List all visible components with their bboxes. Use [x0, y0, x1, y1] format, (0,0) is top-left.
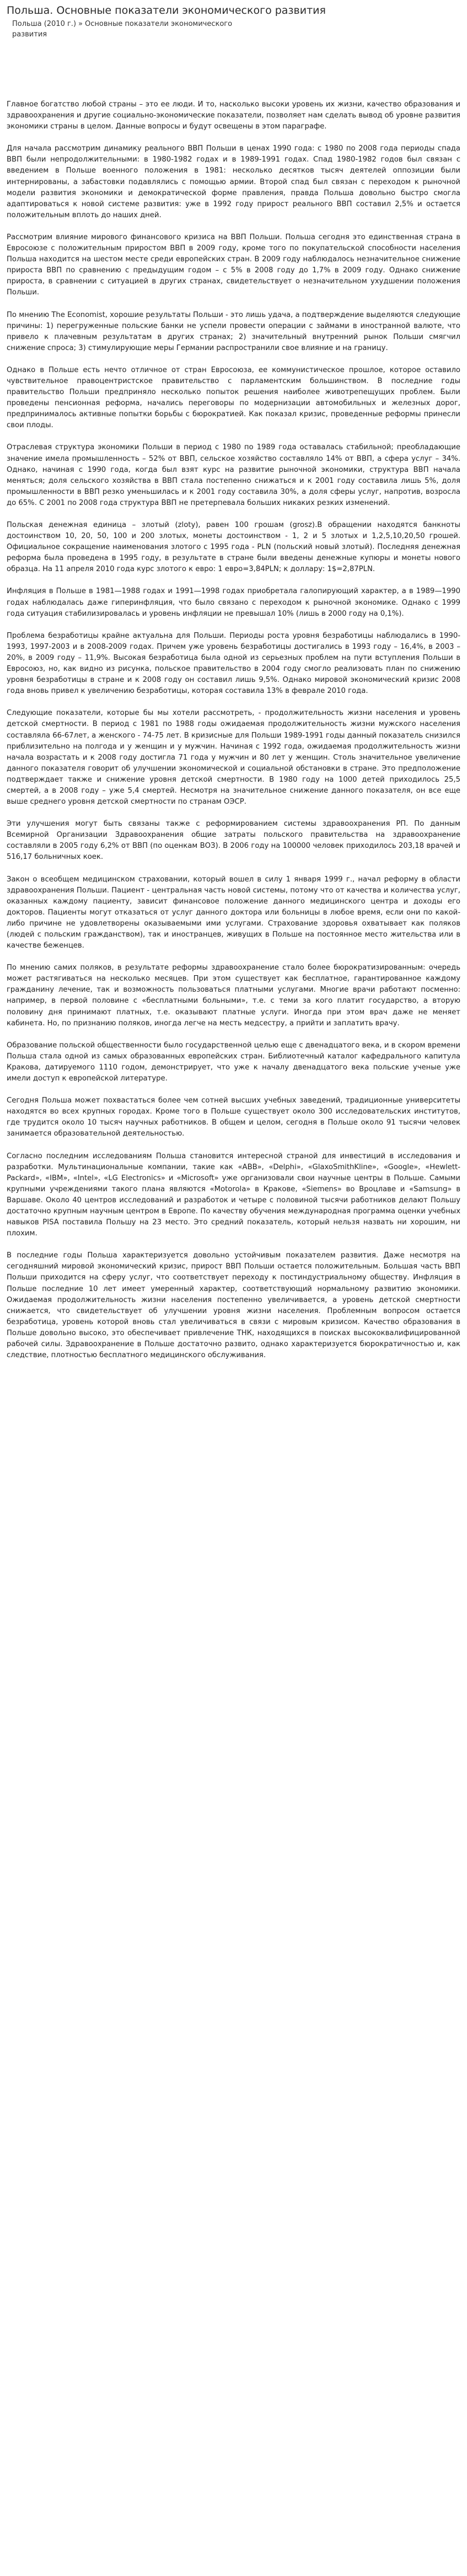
paragraph: Закон о всеобщем медицинском страховании, который вошел в силу 1 января 1999 г., начал реформу в области здравоохранения Польши. Пациент - центральная часть новой системы, потому что от качества и количества услуг, оказанных каждому пациенту, зависит финансовое положение данного медицинского центра и доходы его докторов. Пациенты могут отказаться от услуг данного доктора или больницы в любое время, если они по какой-либо причине не удовлетворены оказываемыми ими услугами. Страхование здоровья охватывает как поляков (людей с польским гражданством), так и иностранцев, живущих в Польше на постоянное место жительства или в качестве беженцев. [7, 875, 460, 950]
paragraph: Сегодня Польша может похвастаться более чем сотней высших учебных заведений, традиционные университеты находятся во всех крупных городах. Кроме того в Польше существует около 300 исследовательских институтов, где трудится около 10 тысяч научных работников. В общем и целом, сегодня в Польше около 91 тысячи человек занимается образовательной деятельностью. [7, 1096, 460, 1138]
page-title: Польша. Основные показатели экономического развития [7, 4, 326, 17]
paragraph: Образование польской общественности было государственной целью еще с двенадцатого века, и в скором времени Польша стала одной из самых образованных европейских стран. Библиотечный каталог кафедрального капитула Кракова, датируемого 1110 годом, демонстрирует, что уже к началу двенадцатого века польские ученые уже имели доступ к европейской литературе. [7, 1041, 460, 1083]
breadcrumb [12, 19, 249, 40]
paragraph: Польская денежная единица – злотый (zloty), равен 100 грошам (grosz).В обращении находятся банкноты достоинством 10, 20, 50, 100 и 200 злотых, монеты достоинством - 1, 2 и 5 злотых и 1,2,5,10,20,50 грошей. Официальное сокращение наименования злотого с 1995 года - PLN (польский новый злотый). Последняя денежная реформа была проведена в 1995 году, в результате в стране были введены денежные купюры и монеты нового образца. На 11 апреля 2010 года курс злотого к евро: 1 евро=3,84PLN; к доллару: 1$=2,87PLN. [7, 521, 460, 574]
paragraph: Отраслевая структура экономики Польши в период с 1980 по 1989 года оставалась стабильной; преобладающие значение имела промышленность – 52% от ВВП, сельское хозяйство составляло 14% от ВВП, а сфера услуг – 34%. Однако, начиная с 1990 года, когда был взят курс на развитие рыночной экономики, структура ВВП начала меняться; доля сельского хозяйства в ВВП стала постепенно снижаться и к 2001 году составила лишь 5%, доля промышленности в ВВП резко уменьшилась и к 2001 году составила 30%, а доля сферы услуг, напротив, возросла до 65%. С 2001 по 2008 года структура ВВП не претерпевала больших никаких резких изменений. [7, 443, 460, 507]
paragraph: Однако в Польше есть нечто отличное от стран Евросоюза, ее коммунистическое прошлое, которое оставило чувствительное правоцентристское правительство с парламентским большинством. В последние годы правительство Польши предприняло несколько попыток решения наиболее животрепещущих проблем. Были проведены пенсионная реформа, начались переговоры по модернизации автомобильных и железных дорог, предпринималось активные попытки борьбы с бюрократией. Как показал кризис, проведенные реформы принесли свои плоды. [7, 365, 460, 430]
paragraph: Проблема безработицы крайне актуальна для Польши. Периоды роста уровня безработицы наблюдались в 1990-1993, 1997-2003 и в 2008-2009 годах. Причем уже уровень безработицы достигались в 1993 году – 16,4%, в 2003 – 20%, в 2009 году – 11,9%. Высокая безработица была одной из серьезных проблем на пути вступления Польши в Евросоюз, но, как видно из рисунка, польское правительство в 2004 году смогло реализовать план по снижению уровня безработицы в стране и к 2008 году он составил лишь 9,5%. Однако мировой экономический кризис 2008 года вновь привел к увеличению безработицы, которая составила 13% в феврале 2010 года. [7, 631, 460, 696]
paragraph: Для начала рассмотрим динамику реального ВВП Польши в ценах 1990 года: с 1980 по 2008 года периоды спада ВВП были непродолжительными: в 1980-1982 годах и в 1989-1991 годах. Спад 1980-1982 годов был связан с введением в Польше военного положения в 1981: несколько десятков тысяч деятелей оппозиции были интернированы, а забастовки подавлялись с помощью армии. Второй спад был связан с переходом к рыночной модели развития экономики и демократической форме правления, правда Польша довольно быстро смогла адаптироваться к новой системе развития: уже в 1992 году прирост реального ВВП составил 2,5% и остается положительным вплоть до наших дней. [7, 144, 460, 219]
paragraph: В последние годы Польша характеризуется довольно устойчивым показателем развития. Даже несмотря на сегодняшний мировой экономический кризис, прирост ВВП Польши остается положительным. Большая часть ВВП Польши приходится на сферу услуг, что соответствует переходу к постиндустриальному обществу. Инфляция в Польше последние 10 лет имеет умеренный характер, соответствующий нормальному развитию экономики. Ожидаемая продолжительность жизни населения постепенно увеличивается, а уровень детской смертности снижается, что свидетельствует об улучшении уровня жизни населения. Проблемным вопросом остается безработица, уровень которой вновь стал увеличиваться в связи с мировым кризисом. Качество образования в Польше довольно высоко, это обеспечивает привлечение ТНК, находящихся в поисках высококвалифицированной рабочей силы. Здравоохранение в Польше достаточно развито, однако характеризуется бюрократичностью и, как следствие, плотностью бесплатного медицинского обслуживания. [7, 1251, 460, 1360]
paragraph: По мнению самих поляков, в результате реформы здравоохранение стало более бюрократизированным: очередь может растягиваться на несколько месяцев. При этом существует как бесплатное, гарантированное каждому гражданину лечение, так и возможность пользоваться платными услугами. Многие врачи работают посменно: например, в первой половине с «бесплатными больными», т.е. с теми за кого платит государство, а вторую половину дня принимают платных, т.е. оказывают платные услуги. Иногда при этом врач даже не меняет кабинета. Но, по признанию поляков, иногда легче на месть медсестру, а прийти и заплатить врачу. [7, 964, 460, 1028]
breadcrumb-separator: » [78, 20, 83, 28]
paragraph: Эти улучшения могут быть связаны также с реформированием системы здравоохранения РП. По данным Всемирной Организации Здравоохранения общие затраты польского правительства на здравоохранение составляли в 2005 году 6,2% от ВВП (по оценкам ВОЗ). В 2006 году на 100000 человек приходилось 203,18 врачей и 516,17 больничных коек. [7, 820, 460, 862]
article-body [0, 40, 467, 1361]
paragraph: Рассмотрим влияние мирового финансового кризиса на ВВП Польши. Польша сегодня это единственная страна в Евросоюзе с положительным приростом ВВП в 2009 году, кроме того по покупательской способности населения Польша находится на шестом месте среди европейских стран. В 2009 году наблюдалось незначительное снижение прироста ВВП по сравнению с предыдущим годом – с 5% в 2008 году до 1,7% в 2009 году. Однако снижение прироста, в сравнении с ситуацией в других странах, свидетельствует о незначительном ухудшении положения Польши. [7, 233, 460, 297]
breadcrumb-current: Основные показатели экономического развития [12, 20, 233, 39]
paragraph: Главное богатство любой страны – это ее люди. И то, насколько высоки уровень их жизни, качество образования и здравоохранения и другие социально-экономические показатели, позволяет нам сделать вывод об уровне развития экономики страны в целом. Данные вопросы и будут освещены в этом параграфе. [7, 100, 460, 131]
paragraph: Инфляция в Польше в 1981—1988 годах и 1991—1998 годах приобретала галопирующий характер, а в 1989—1990 годах наблюдалась даже гиперинфляция, что было связано с переходом к рыночной экономике. Однако с 1999 года ситуация стабилизировалась и уровень инфляции не превышал 10% (лишь в 2000 году на 0,1%). [7, 587, 460, 618]
paragraph: Согласно последним исследованиям Польша становится интересной страной для инвестиций в исследования и разработки. Мультинациональные компании, такие как «ABB», «Delphi», «GlaxoSmithKline», «Google», «Hewlett-Packard», «IBM», «Intel», «LG Electronics» и «Microsoft» уже организовали свои научные центры в Польше. Самыми крупными учреждениями такого плана являются «Motorola» в Кракове, «Siemens» во Вроцлаве и «Samsung» в Варшаве. Около 40 центров исследований и разработок и четыре с половиной тысячи работников делают Польшу достаточно крупным научным центром в Европе. По качеству обучения международная программа оценки учебных навыков PISA поставила Польшу на 23 место. Это средний показатель, который нельзя назвать ни хорошим, ни плохим. [7, 1152, 460, 1238]
breadcrumb-parent-link[interactable]: Польша (2010 г.) [12, 20, 77, 28]
paragraph: Следующие показатели, которые бы мы хотели рассмотреть, - продолжительность жизни населения и уровень детской смертности. В период с 1981 по 1988 годы ожидаемая продолжительность жизни мужского населения составляла 66-67лет, а женского - 74-75 лет. В кризисные для Польши 1989-1991 годы данный показатель снизился приблизительно на полгода и у женщин и у мужчин. Начиная с 1992 года, ожидаемая продолжительность жизни начала возрастать и к 2008 году достигла 71 года у мужчин и 80 лет у женщин. Столь значительное увеличение данного показателя говорит об улучшении экономической и социальной обстановки в стране. Это предположение подтверждает также и снижение уровня детской смертности. В 1980 году на 1000 детей приходилось 25,5 смертей, а в 2008 году – уже 5,4 смертей. Несмотря на значительное снижение данного показателя, он все еще выше среднего уровня детской смертности по странам ОЭСР. [7, 709, 460, 806]
paragraph: По мнению The Economist, хорошие результаты Польши - это лишь удача, а подтверждение выделяются следующие причины: 1) перегруженные польские банки не успели провести операции с займами в иностранной валюте, что привело к плачевным результатам в других странах; 2) значительный внутренний рынок Польши смягчил снижение спроса; 3) стимулирующие меры Германии распространили свое влияние и на границу. [7, 310, 460, 352]
